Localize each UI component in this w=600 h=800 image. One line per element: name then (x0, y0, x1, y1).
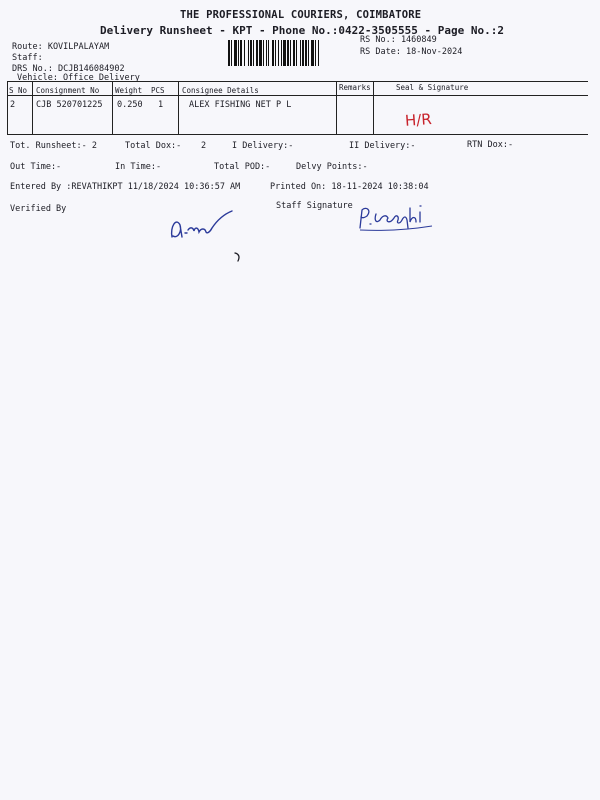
verified-signature-icon (160, 203, 246, 245)
entered-by: Entered By :REVATHIKPT 11/18/2024 10:36:57 AM (10, 182, 241, 192)
row-weight: 0.250 (117, 100, 143, 110)
tot-runsheet: Tot. Runsheet:- 2 (10, 141, 97, 151)
in-time: In Time:- (115, 162, 162, 172)
col-divider (336, 81, 337, 134)
total-dox: Total Dox:- (125, 141, 182, 151)
header-sno: S No (9, 86, 28, 95)
barcode (228, 40, 354, 66)
drs-number: DRS No.: DCJB146084902 (12, 64, 125, 74)
runsheet-title: Delivery Runsheet - KPT - Phone No.:0422-3505555 - Page No.:2 (100, 24, 504, 37)
staff-signature-label: Staff Signature (276, 201, 353, 211)
ink-mark-icon (232, 250, 244, 264)
row-seal-mark: H/R (404, 110, 433, 130)
rtn-dox: RTN Dox:- (467, 140, 514, 150)
table-header-rule (7, 95, 588, 96)
verified-by-label: Verified By (10, 204, 67, 214)
row-sno: 2 (10, 100, 16, 110)
company-name: THE PROFESSIONAL COURIERS, COIMBATORE (180, 9, 422, 21)
header-pcs: PCS (151, 86, 165, 95)
table-top-rule (7, 81, 588, 82)
col-divider (32, 81, 33, 134)
rs-number: RS No.: 1460849 (360, 35, 437, 45)
col-divider (112, 81, 113, 134)
header-seal: Seal & Signature (396, 83, 469, 92)
row-consignee: ALEX FISHING NET P L (189, 100, 292, 110)
table-bottom-rule (7, 134, 588, 135)
header-weight: Weight (115, 86, 143, 95)
staff-label: Staff: (12, 53, 43, 63)
barcode-bar (319, 40, 320, 66)
row-consignment: CJB 520701225 (36, 100, 103, 110)
staff-signature-icon (352, 200, 438, 236)
printed-on: Printed On: 18-11-2024 10:38:04 (270, 182, 429, 192)
i-delivery: I Delivery:- (232, 141, 294, 151)
header-consignment: Consignment No (36, 86, 100, 95)
header-remarks: Remarks (339, 83, 371, 92)
col-divider (7, 81, 8, 134)
rs-date: RS Date: 18-Nov-2024 (360, 47, 463, 57)
total-pod: Total POD:- (214, 162, 271, 172)
ii-delivery: II Delivery:- (349, 141, 416, 151)
delvy-points: Delvy Points:- (296, 162, 368, 172)
vehicle-label: Vehicle: Office Delivery (17, 73, 140, 83)
out-time: Out Time:- (10, 162, 62, 172)
route-label: Route: KOVILPALAYAM (12, 42, 110, 52)
header-consignee: Consignee Details (182, 86, 259, 95)
row-pcs: 1 (158, 100, 164, 110)
col-divider (373, 81, 374, 134)
col-divider (178, 81, 179, 134)
total-dox-value: 2 (201, 141, 207, 151)
